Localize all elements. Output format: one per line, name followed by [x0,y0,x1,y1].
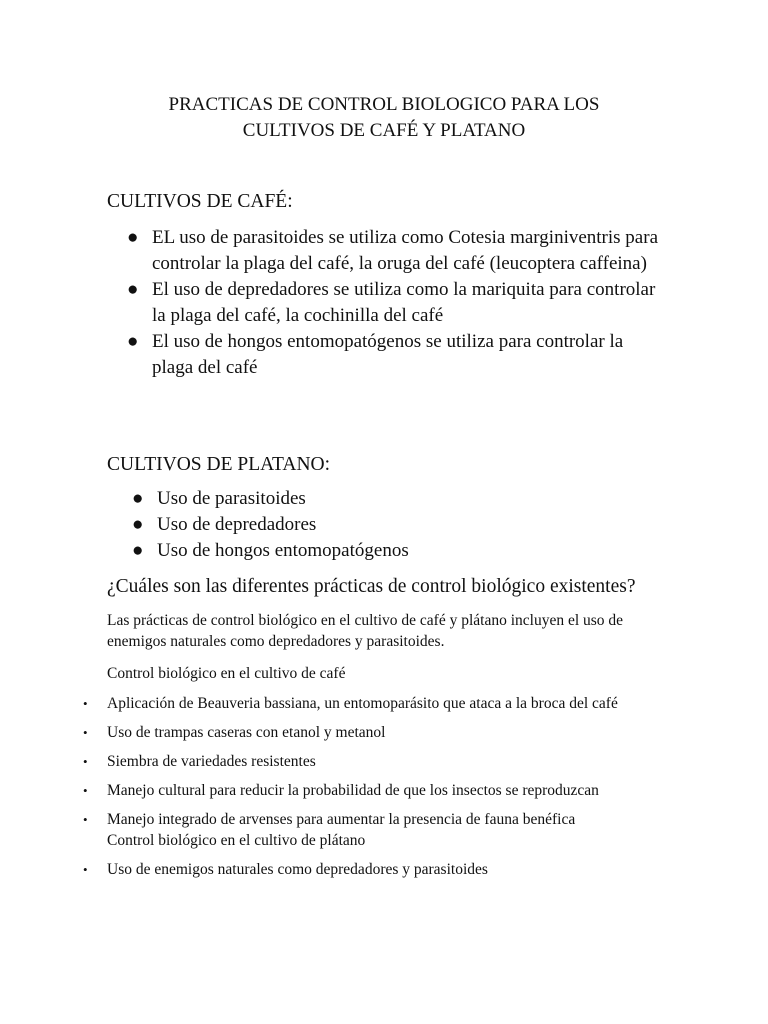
bullet-icon: ● [132,540,144,561]
list-item [0,780,662,801]
bullet-icon: • [83,754,88,769]
bullet-icon: • [83,696,88,711]
list-item [0,486,409,512]
subheading-control-platano: Control biológico en el cultivo de plátano [107,832,366,849]
list-item [0,722,662,743]
list-item-text: EL uso de parasitoides se utiliza como Cotesia marginiventris para controlar la plaga del café, la oruga del café (leucoptera caffeina) [152,227,659,274]
bullet-icon: • [83,783,88,798]
list-item [0,859,662,880]
control-practices-list [0,693,662,888]
list-item [0,512,409,538]
list-item-text: Manejo integrado de arvenses para aumentar la presencia de fauna benéfica [107,811,576,828]
bullet-icon: ● [127,331,139,352]
list-item-text: Aplicación de Beauveria bassiana, un entomoparásito que ataca a la broca del café [107,695,618,712]
list-item-text: El uso de hongos entomopatógenos se utiliza para controlar la plaga del café [152,331,624,378]
platano-practices-list [0,486,409,564]
list-item-text: Uso de enemigos naturales como depredadores y parasitoides [107,861,488,878]
list-item-text: Siembra de variedades resistentes [107,753,316,770]
document-title [100,92,668,144]
heading-cultivos-platano: CULTIVOS DE PLATANO: [107,454,331,475]
title-line-2: CULTIVOS DE CAFÉ Y PLATANO [242,120,526,141]
bullet-icon: ● [132,488,144,509]
cafe-practices-list [0,225,662,381]
list-item [0,538,409,564]
list-item [0,277,662,329]
bullet-icon: ● [127,227,139,248]
bullet-icon: • [83,862,88,877]
list-item-text: Uso de hongos entomopatógenos [157,540,409,561]
bullet-icon: ● [127,279,139,300]
bullet-icon: ● [132,514,144,535]
list-item [0,809,662,851]
list-item [0,751,662,772]
list-item-text: Manejo cultural para reducir la probabilidad de que los insectos se reproduzcan [107,782,599,799]
question-heading: ¿Cuáles son las diferentes prácticas de control biológico existentes? [107,576,636,597]
title-line-1: PRACTICAS DE CONTROL BIOLOGICO PARA LOS [168,94,600,115]
list-item [0,225,662,277]
list-item-text: Uso de depredadores [157,514,317,535]
list-item-text: Uso de parasitoides [157,488,306,509]
bullet-icon: • [83,812,88,827]
list-item-text: El uso de depredadores se utiliza como la mariquita para controlar la plaga del café, la cochinilla del café [152,279,656,326]
intro-paragraph: Las prácticas de control biológico en el cultivo de café y plátano incluyen el uso de enemigos naturales como depredadores y parasitoides. [107,612,624,650]
heading-cultivos-cafe: CULTIVOS DE CAFÉ: [107,191,293,212]
list-item [0,329,662,381]
bullet-icon: • [83,725,88,740]
list-item-text: Uso de trampas caseras con etanol y metanol [107,724,386,741]
subheading-control-cafe: Control biológico en el cultivo de café [107,665,346,682]
list-item [0,693,662,714]
